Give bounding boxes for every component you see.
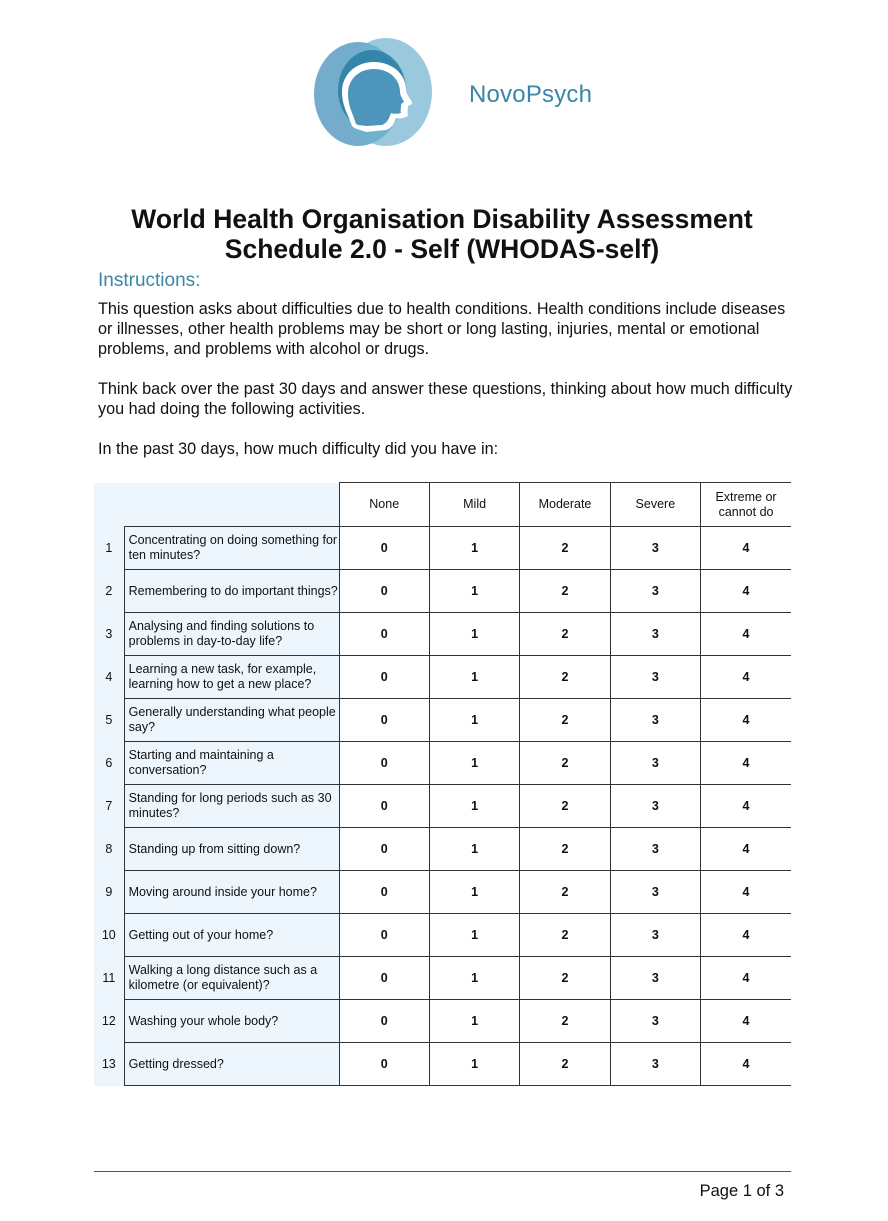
score-option-none[interactable]: 0 [339,828,429,871]
column-header-extreme: Extreme or cannot do [701,483,791,527]
score-option-moderate[interactable]: 2 [520,656,610,699]
instructions-paragraph-1: This question asks about difficulties due to health conditions. Health conditions include diseases or illnesses, other health problems may be short or long lasting, injuries, mental or emotional problems, and problems with alcohol or drugs. [98,300,786,358]
score-option-none[interactable]: 0 [339,785,429,828]
score-option-mild[interactable]: 1 [429,957,519,1000]
score-option-severe[interactable]: 3 [610,828,700,871]
score-option-mild[interactable]: 1 [429,1043,519,1086]
item-question: Learning a new task, for example, learning how to get a new place? [124,656,339,699]
score-option-none[interactable]: 0 [339,699,429,742]
instructions-paragraph-2: Think back over the past 30 days and answer these questions, thinking about how much difficulty you had doing the following activities. [98,380,793,418]
score-option-extreme[interactable]: 4 [701,871,791,914]
column-header-severe: Severe [610,483,700,527]
table-row [94,828,791,871]
score-option-none[interactable]: 0 [339,656,429,699]
title-line-2: Schedule 2.0 - Self (WHODAS-self) [224,234,660,264]
novopsych-logo [312,34,436,150]
score-option-none[interactable]: 0 [339,742,429,785]
score-option-none[interactable]: 0 [339,914,429,957]
score-option-moderate[interactable]: 2 [520,570,610,613]
score-option-moderate[interactable]: 2 [520,1000,610,1043]
column-header-none: None [339,483,429,527]
item-question: Moving around inside your home? [124,871,339,914]
item-question: Getting out of your home? [124,914,339,957]
score-option-moderate[interactable]: 2 [520,742,610,785]
table-row [94,570,791,613]
score-option-none[interactable]: 0 [339,570,429,613]
score-option-none[interactable]: 0 [339,527,429,570]
item-number: 12 [94,1000,124,1043]
score-option-extreme[interactable]: 4 [701,613,791,656]
score-option-severe[interactable]: 3 [610,1000,700,1043]
score-option-extreme[interactable]: 4 [701,914,791,957]
score-option-none[interactable]: 0 [339,613,429,656]
item-number: 6 [94,742,124,785]
footer-divider [94,1171,791,1172]
document-title [60,204,824,264]
column-header-mild: Mild [429,483,519,527]
item-number: 13 [94,1043,124,1086]
header-num-cell [94,483,124,527]
score-option-extreme[interactable]: 4 [701,1000,791,1043]
item-question: Generally understanding what people say? [124,699,339,742]
score-option-extreme[interactable]: 4 [701,828,791,871]
table-row [94,613,791,656]
table-row [94,742,791,785]
item-question: Starting and maintaining a conversation? [124,742,339,785]
item-number: 9 [94,871,124,914]
score-option-severe[interactable]: 3 [610,957,700,1000]
score-option-severe[interactable]: 3 [610,785,700,828]
table-row [94,871,791,914]
item-number: 1 [94,527,124,570]
score-option-severe[interactable]: 3 [610,1043,700,1086]
score-option-mild[interactable]: 1 [429,527,519,570]
header-item-cell [124,483,339,527]
item-question: Concentrating on doing something for ten minutes? [124,527,339,570]
score-option-extreme[interactable]: 4 [701,1043,791,1086]
item-number: 3 [94,613,124,656]
table-row [94,527,791,570]
table-row [94,1043,791,1086]
item-question: Remembering to do important things? [124,570,339,613]
item-number: 4 [94,656,124,699]
score-option-mild[interactable]: 1 [429,828,519,871]
table-row [94,914,791,957]
instructions-paragraph-3: In the past 30 days, how much difficulty did you have in: [98,440,499,458]
score-option-none[interactable]: 0 [339,1000,429,1043]
item-number: 10 [94,914,124,957]
score-option-extreme[interactable]: 4 [701,699,791,742]
score-option-mild[interactable]: 1 [429,1000,519,1043]
score-option-moderate[interactable]: 2 [520,914,610,957]
score-option-extreme[interactable]: 4 [701,742,791,785]
score-option-mild[interactable]: 1 [429,742,519,785]
table-row [94,699,791,742]
score-option-extreme[interactable]: 4 [701,527,791,570]
score-option-moderate[interactable]: 2 [520,871,610,914]
score-option-mild[interactable]: 1 [429,871,519,914]
score-option-none[interactable]: 0 [339,871,429,914]
score-option-severe[interactable]: 3 [610,742,700,785]
score-option-moderate[interactable]: 2 [520,1043,610,1086]
item-number: 11 [94,957,124,1000]
score-option-mild[interactable]: 1 [429,570,519,613]
table-row [94,957,791,1000]
score-option-none[interactable]: 0 [339,957,429,1000]
item-number: 2 [94,570,124,613]
score-option-extreme[interactable]: 4 [701,785,791,828]
questionnaire-table [94,482,791,1086]
score-option-mild[interactable]: 1 [429,699,519,742]
score-option-severe[interactable]: 3 [610,527,700,570]
score-option-severe[interactable]: 3 [610,871,700,914]
item-question: Standing up from sitting down? [124,828,339,871]
score-option-moderate[interactable]: 2 [520,828,610,871]
table-row [94,1000,791,1043]
item-question: Standing for long periods such as 30 minutes? [124,785,339,828]
score-option-mild[interactable]: 1 [429,914,519,957]
item-question: Walking a long distance such as a kilometre (or equivalent)? [124,957,339,1000]
table-row [94,656,791,699]
score-option-moderate[interactable]: 2 [520,527,610,570]
item-question: Analysing and finding solutions to problems in day-to-day life? [124,613,339,656]
item-number: 8 [94,828,124,871]
item-question: Washing your whole body? [124,1000,339,1043]
brand-name: NovoPsych [469,81,593,108]
title-line-1: World Health Organisation Disability Assessment [131,204,753,234]
score-option-extreme[interactable]: 4 [701,656,791,699]
score-option-moderate[interactable]: 2 [520,785,610,828]
score-option-none[interactable]: 0 [339,1043,429,1086]
score-option-mild[interactable]: 1 [429,613,519,656]
score-option-severe[interactable]: 3 [610,613,700,656]
item-question: Getting dressed? [124,1043,339,1086]
instructions-heading: Instructions: [98,270,201,291]
score-option-mild[interactable]: 1 [429,656,519,699]
score-option-severe[interactable]: 3 [610,914,700,957]
score-option-severe[interactable]: 3 [610,656,700,699]
score-option-severe[interactable]: 3 [610,699,700,742]
questionnaire-body [94,527,791,1086]
score-option-moderate[interactable]: 2 [520,957,610,1000]
item-number: 5 [94,699,124,742]
page-number: Page 1 of 3 [699,1182,784,1200]
score-option-severe[interactable]: 3 [610,570,700,613]
item-number: 7 [94,785,124,828]
column-header-moderate: Moderate [520,483,610,527]
table-header-row [94,483,791,527]
score-option-extreme[interactable]: 4 [701,957,791,1000]
score-option-mild[interactable]: 1 [429,785,519,828]
table-row [94,785,791,828]
score-option-moderate[interactable]: 2 [520,699,610,742]
score-option-extreme[interactable]: 4 [701,570,791,613]
score-option-moderate[interactable]: 2 [520,613,610,656]
